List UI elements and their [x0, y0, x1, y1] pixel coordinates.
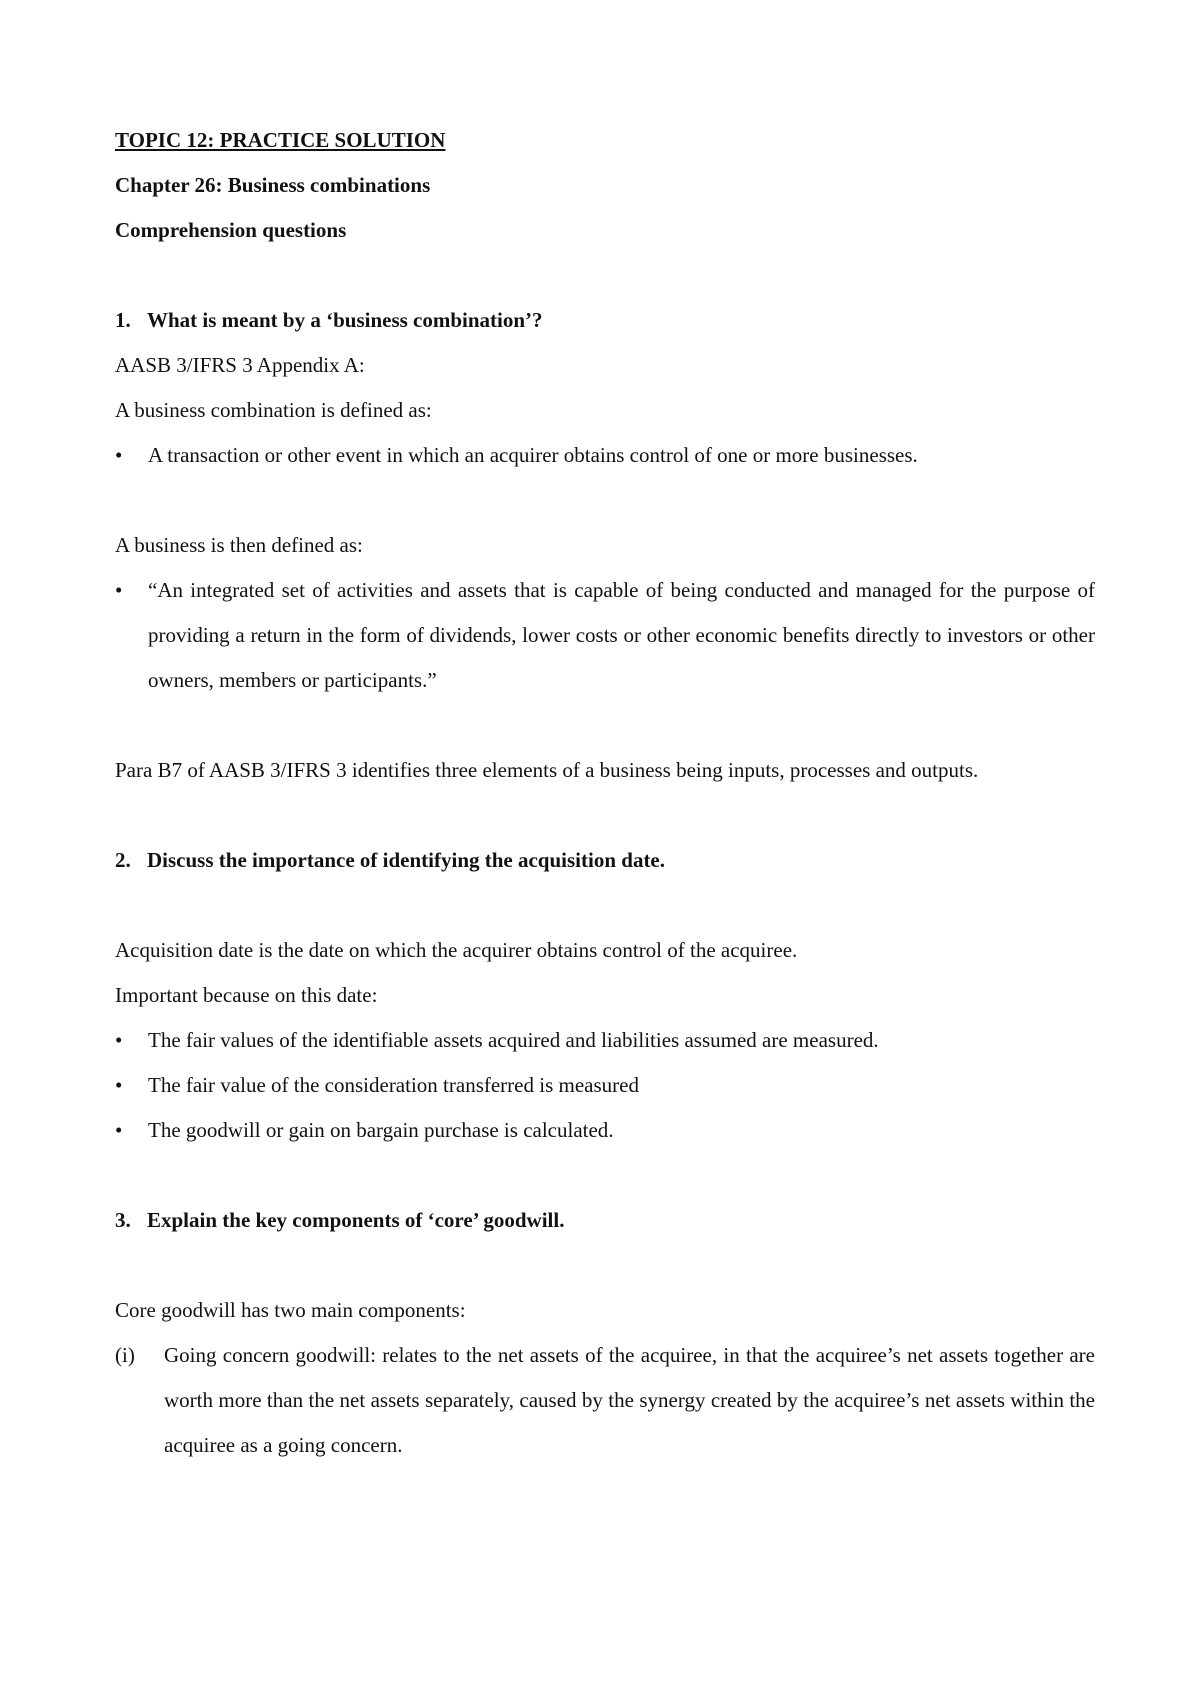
- spacer: [115, 1243, 1095, 1288]
- roman-numeral-marker: (i): [115, 1343, 135, 1367]
- list-item: [115, 1333, 1095, 1468]
- document-title: TOPIC 12: PRACTICE SOLUTION: [115, 128, 446, 152]
- q1-bullet-text: A transaction or other event in which an acquirer obtains control of one or more businesses.: [148, 443, 918, 467]
- list-item: [115, 1108, 1095, 1153]
- spacer: [115, 883, 1095, 928]
- spacer: [115, 478, 1095, 523]
- question-1: [115, 298, 1095, 343]
- spacer: [115, 253, 1095, 298]
- bullet-icon: •: [115, 1028, 123, 1052]
- list-item: [115, 433, 1095, 478]
- q1-para-b7: Para B7 of AASB 3/IFRS 3 identifies three elements of a business being inputs, processes and outputs.: [115, 758, 979, 782]
- q2-important: Important because on this date:: [115, 983, 378, 1007]
- question-1-text: What is meant by a ‘business combination’?: [147, 308, 543, 332]
- section-heading: Comprehension questions: [115, 218, 347, 242]
- q2-bullet-text: The fair value of the consideration transferred is measured: [148, 1073, 639, 1097]
- chapter-heading: Chapter 26: Business combinations: [115, 173, 431, 197]
- q1-business-bullet-text: “An integrated set of activities and assets that is capable of being conducted and managed for the purpose of providing a return in the form of dividends, lower costs or other economic benefits directly to investors or other owners, members or participants.”: [148, 578, 1095, 692]
- list-item: [115, 1063, 1095, 1108]
- q2-bullet-text: The fair values of the identifiable assets acquired and liabilities assumed are measured.: [148, 1028, 879, 1052]
- q1-defined-as: A business combination is defined as:: [115, 398, 432, 422]
- question-2: [115, 838, 1095, 883]
- spacer: [115, 703, 1095, 748]
- q2-definition: Acquisition date is the date on which the acquirer obtains control of the acquiree.: [115, 938, 798, 962]
- q2-bullet-text: The goodwill or gain on bargain purchase is calculated.: [148, 1118, 614, 1142]
- q1-reference: AASB 3/IFRS 3 Appendix A:: [115, 353, 365, 377]
- list-item: [115, 1018, 1095, 1063]
- question-3-text: Explain the key components of ‘core’ goodwill.: [147, 1208, 565, 1232]
- question-3-number: 3.: [115, 1208, 131, 1232]
- bullet-icon: •: [115, 1073, 123, 1097]
- q3-intro: Core goodwill has two main components:: [115, 1298, 466, 1322]
- document-content: [115, 118, 1095, 1468]
- q1-business-defined: A business is then defined as:: [115, 533, 363, 557]
- question-2-number: 2.: [115, 848, 131, 872]
- bullet-icon: •: [115, 578, 123, 602]
- question-1-number: 1.: [115, 308, 131, 332]
- bullet-icon: •: [115, 443, 123, 467]
- bullet-icon: •: [115, 1118, 123, 1142]
- question-2-text: Discuss the importance of identifying the acquisition date.: [147, 848, 666, 872]
- question-3: [115, 1198, 1095, 1243]
- list-item: [115, 568, 1095, 703]
- spacer: [115, 793, 1095, 838]
- q3-item-i-text: Going concern goodwill: relates to the net assets of the acquiree, in that the acquiree’s net assets together are worth more than the net assets separately, caused by the synergy created by the acquiree’s net assets within the acquiree as a going concern.: [164, 1343, 1095, 1457]
- spacer: [115, 1153, 1095, 1198]
